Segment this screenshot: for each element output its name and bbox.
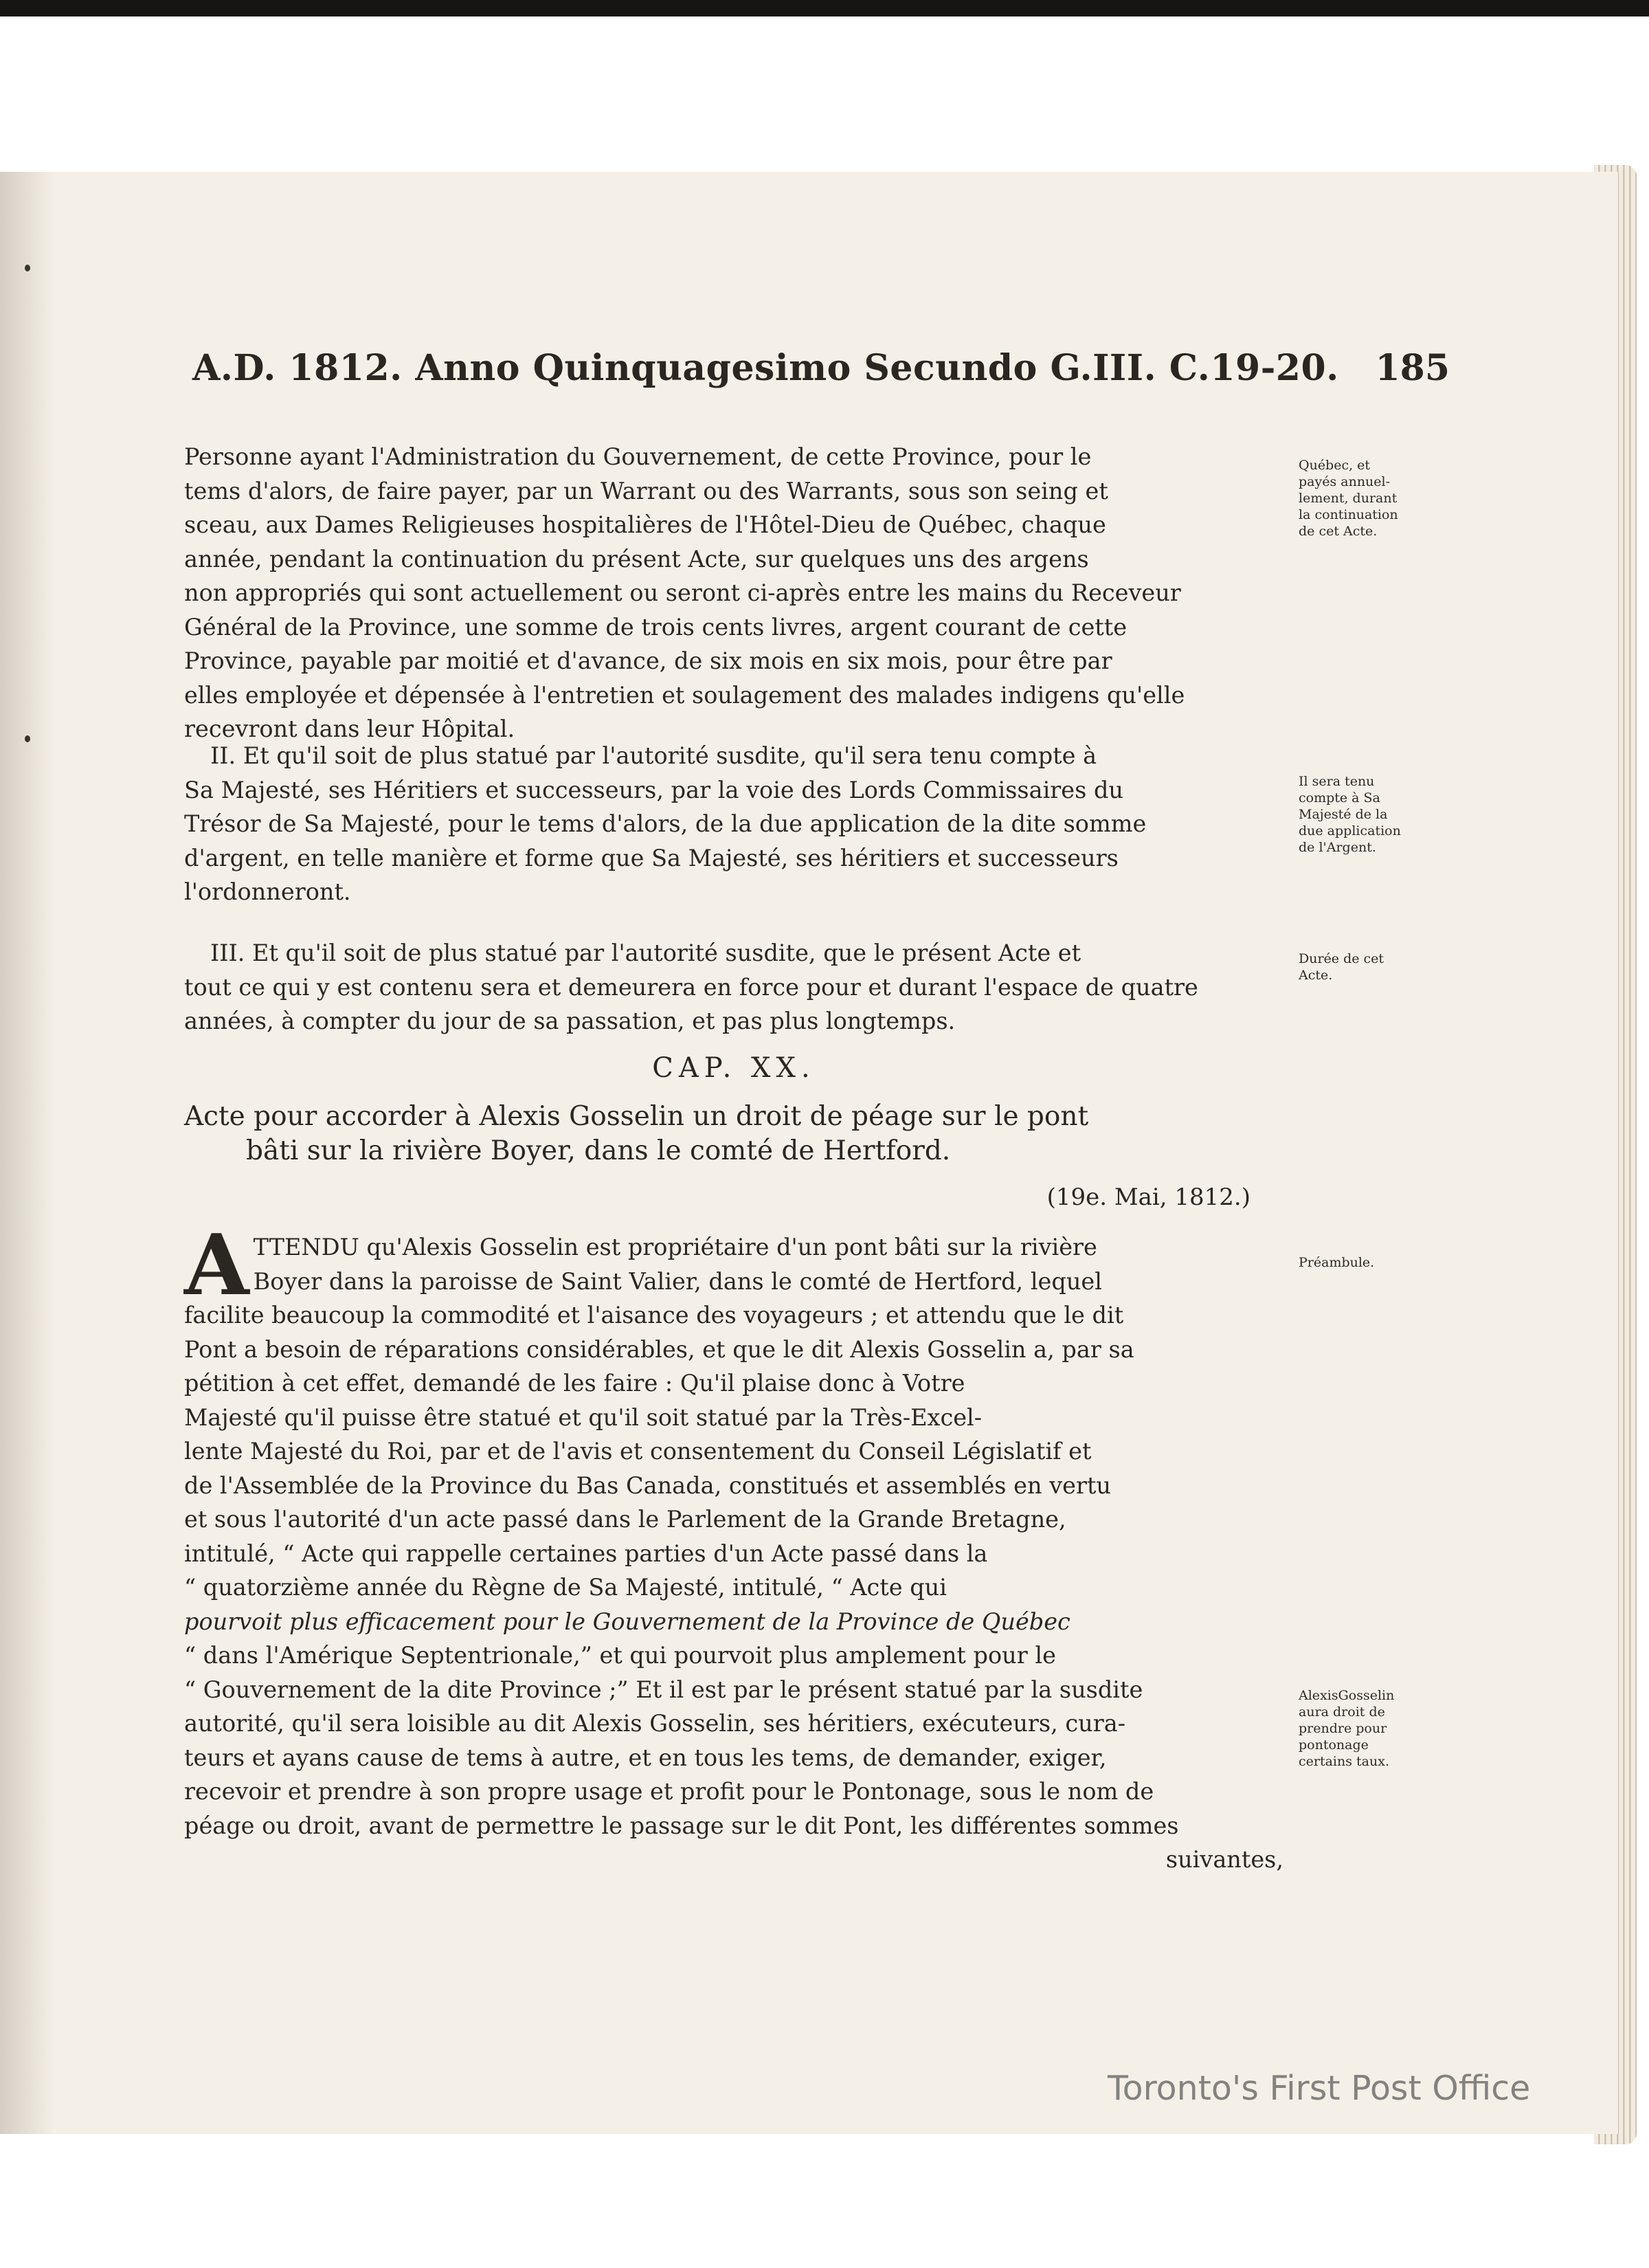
watermark: Toronto's First Post Office [1108, 2069, 1531, 2108]
text-line: péage ou droit, avant de permettre le passage sur le dit Pont, les différentes sommes [184, 1812, 1179, 1839]
text-line: non appropriés qui sont actuellement ou seront ci-après entre les mains du Receveur [184, 579, 1181, 606]
gutter-shadow [0, 172, 55, 2134]
margin-note-1 [1299, 457, 1436, 540]
text-line: tems d'alors, de faire payer, par un Warrant ou des Warrants, sous son seing et [184, 477, 1108, 504]
note-line: Préambule. [1299, 1255, 1375, 1270]
text-line: tout ce qui y est contenu sera et demeurera en force pour et durant l'espace de quatre [184, 973, 1198, 1001]
act-title-line: Acte pour accorder à Alexis Gosselin un droit de péage sur le pont [184, 1101, 1089, 1132]
text-line: III. Et qu'il soit de plus statué par l'autorité susdite, que le présent Acte et [210, 940, 1081, 966]
text-line: années, à compter du jour de sa passation, et pas plus longtemps. [184, 1008, 956, 1034]
text-line: Personne ayant l'Administration du Gouvernement, de cette Province, pour le [184, 443, 1092, 470]
text-line: recevront dans leur Hôpital. [184, 715, 515, 742]
note-line: certains taux. [1299, 1754, 1389, 1769]
binding-mark [25, 735, 30, 742]
page-number: 185 [1375, 347, 1450, 389]
paragraph-3 [184, 936, 1283, 1038]
text-line: pourvoit plus efficacement pour le Gouvernement de la Province de Québec [184, 1608, 1070, 1635]
text-line: d'argent, en telle manière et forme que Sa Majesté, ses héritiers et successeurs [184, 844, 1119, 871]
text-line: intitulé, “ Acte qui rappelle certaines parties d'un Acte passé dans la [184, 1539, 988, 1567]
text-line: Boyer dans la paroisse de Saint Valier, dans le comté de Hertford, lequel [253, 1267, 1102, 1295]
text-line: Sa Majesté, ses Héritiers et successeurs, par la voie des Lords Commissaires du [184, 776, 1123, 803]
text-line: “ quatorzième année du Règne de Sa Majesté, intitulé, “ Acte qui [184, 1574, 947, 1601]
note-line: Acte. [1299, 968, 1333, 983]
text-line: lente Majesté du Roi, par et de l'avis et consentement du Conseil Législatif et [184, 1438, 1092, 1465]
text-line: autorité, qu'il sera loisible au dit Alexis Gosselin, ses héritiers, exécuteurs, cura- [184, 1710, 1126, 1737]
text-line: teurs et ayans cause de tems à autre, et en tous les tems, de demander, exiger, [184, 1744, 1107, 1771]
note-line: payés annuel- [1299, 474, 1391, 489]
paragraph-2 [184, 739, 1283, 909]
text-line: Trésor de Sa Majesté, pour le tems d'alors, de la due application de la dite somme [184, 810, 1147, 837]
text-line: Province, payable par moitié et d'avance, de six mois en six mois, pour être par [184, 647, 1112, 674]
note-line: lement, durant [1299, 491, 1398, 506]
text-line: Général de la Province, une somme de trois cents livres, argent courant de cette [184, 613, 1128, 641]
text-line: et sous l'autorité d'un acte passé dans le Parlement de la Grande Bretagne, [184, 1506, 1066, 1533]
margin-note-3 [1299, 950, 1436, 983]
text-line: “ dans l'Amérique Septentrionale,” et qui pourvoit plus amplement pour le [184, 1642, 1056, 1669]
note-line: Durée de cet [1299, 951, 1384, 966]
note-line: compte à Sa [1299, 790, 1380, 805]
text-line: recevoir et prendre à son propre usage et profit pour le Pontonage, sous le nom de [184, 1778, 1154, 1805]
note-line: la continuation [1299, 507, 1398, 522]
text-line: elles employée et dépensée à l'entretien et soulagement des malades indigens qu'elle [184, 681, 1185, 709]
note-line: pontonage [1299, 1737, 1369, 1753]
binding-mark [25, 265, 30, 271]
text-line: année, pendant la continuation du présent Acte, sur quelques uns des argens [184, 545, 1089, 572]
text-line: II. Et qu'il soit de plus statué par l'autorité susdite, qu'il sera tenu compte à [210, 742, 1097, 769]
note-line: Majesté de la [1299, 807, 1388, 822]
running-head-title: A.D. 1812. Anno Quinquagesimo Secundo G.III. C.19-20. [192, 347, 1339, 389]
note-line: due application [1299, 823, 1401, 838]
chapter-heading: CAP. XX. [652, 1052, 816, 1084]
note-line: Il sera tenu [1299, 774, 1375, 789]
scanner-top-edge [0, 0, 1649, 16]
margin-note-4 [1299, 1254, 1436, 1271]
running-head [192, 347, 1457, 395]
drop-cap: A [184, 1215, 249, 1314]
note-line: AlexisGosselin [1299, 1688, 1395, 1703]
note-line: Québec, et [1299, 458, 1371, 473]
text-line: l'ordonneront. [184, 878, 351, 905]
text-line: pétition à cet effet, demandé de les faire : Qu'il plaise donc à Votre [184, 1370, 965, 1397]
text-line: sceau, aux Dames Religieuses hospitalières de l'Hôtel-Dieu de Québec, chaque [184, 511, 1106, 538]
text-line: facilite beaucoup la commodité et l'aisance des voyageurs ; et attendu que le dit [184, 1302, 1124, 1328]
chapter-heading-wrap [184, 1052, 1283, 1093]
act-date: (19e. Mai, 1812.) [1046, 1183, 1250, 1211]
note-line: aura droit de [1299, 1704, 1385, 1720]
text-line: “ Gouvernement de la dite Province ;” Et il est par le présent statué par la susdite [184, 1676, 1143, 1703]
margin-note-5 [1299, 1687, 1436, 1770]
act-title-line: bâti sur la rivière Boyer, dans le comté de Hertford. [246, 1135, 951, 1166]
margin-note-2 [1299, 773, 1436, 856]
note-line: de l'Argent. [1299, 840, 1376, 855]
text-line: Majesté qu'il puisse être statué et qu'il soit statué par la Très-Excel- [184, 1403, 983, 1431]
text-line: de l'Assemblée de la Province du Bas Canada, constitués et assemblés en vertu [184, 1471, 1111, 1499]
note-line: de cet Acte. [1299, 524, 1378, 539]
preamble [184, 1215, 1283, 1877]
act-title [184, 1100, 1283, 1168]
catchword: suivantes, [1165, 1846, 1283, 1873]
paragraph-1 [184, 440, 1283, 746]
note-line: prendre pour [1299, 1721, 1387, 1736]
text-line: TTENDU qu'Alexis Gosselin est propriétaire d'un pont bâti sur la rivière [253, 1234, 1097, 1260]
text-line: Pont a besoin de réparations considérables, et que le dit Alexis Gosselin a, par sa [184, 1335, 1134, 1363]
